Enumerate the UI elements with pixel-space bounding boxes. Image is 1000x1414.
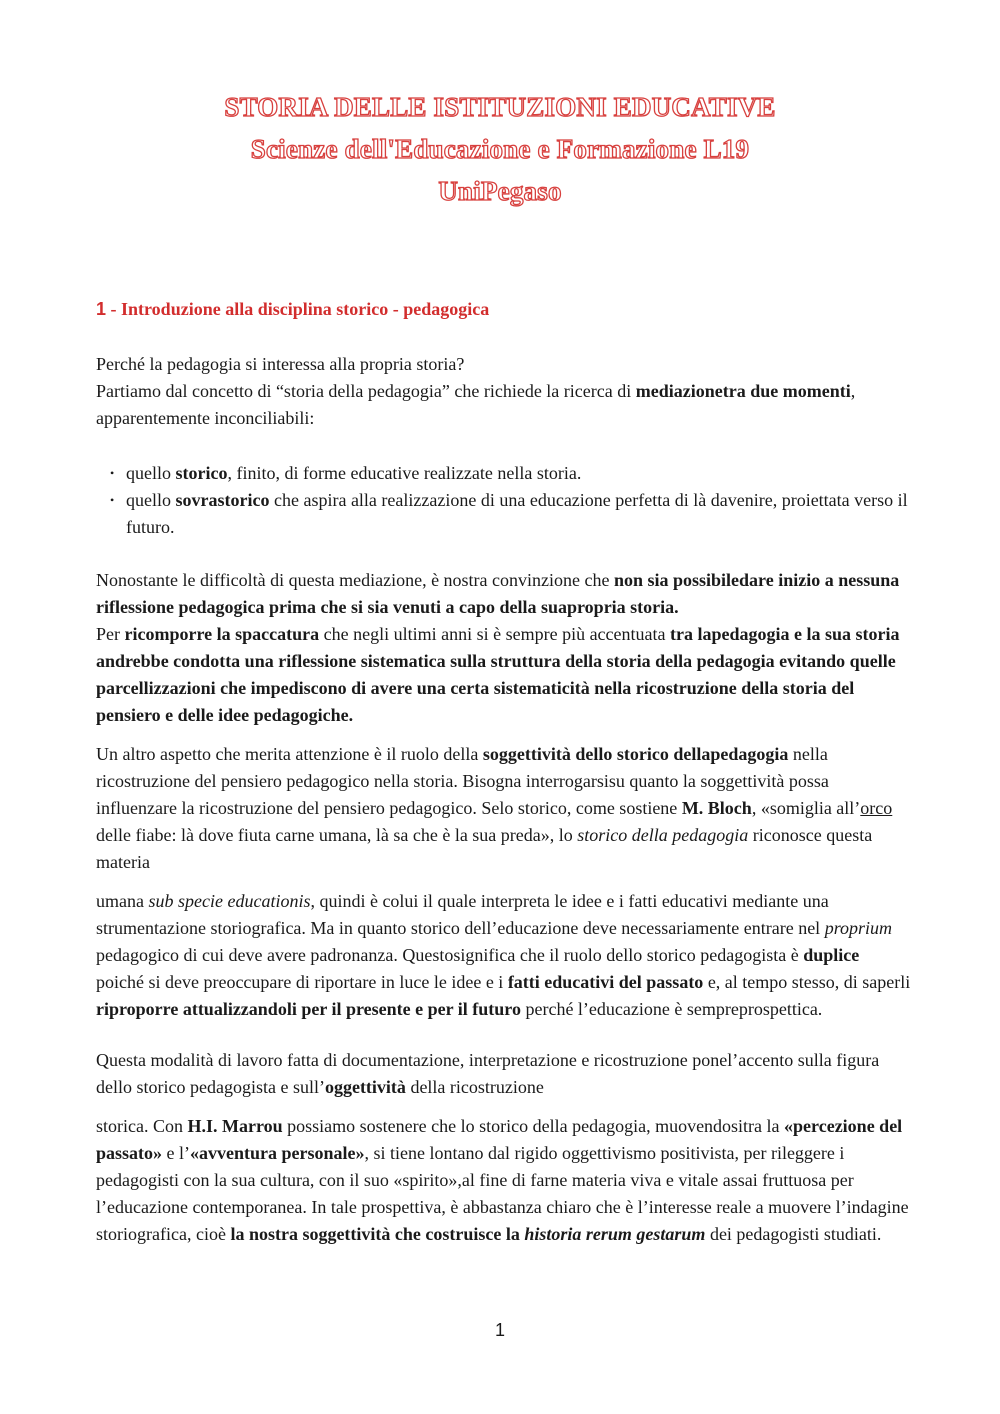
bold-run: H.I. Marrou [187, 1116, 283, 1136]
bullet-icon: • [110, 466, 115, 480]
text-run: delle fiabe: là dove fiuta carne umana, là sa che è la sua preda», lo [96, 825, 578, 845]
bold-run: sovrastorico [175, 490, 270, 510]
text-run: dei pedagogisti studiati. [705, 1224, 882, 1244]
bullet-list [96, 460, 911, 541]
document-title: STORIA DELLE ISTITUZIONI EDUCATIVE [224, 92, 776, 122]
text-run: , finito, di forme educative realizzate nella storia. [227, 463, 582, 483]
paragraph-6 [96, 1113, 911, 1248]
text-run: Per [96, 624, 125, 644]
bold-run: non sia possibiledare inizio a nessuna riflessione pedagogica prima che si sia venuti a capo della suapropria storia. [96, 570, 900, 617]
bold-italic-run: historia rerum gestarum [524, 1224, 706, 1244]
paragraph-2 [96, 567, 911, 621]
text-run: , quindi è colui il quale interpreta le idee e i fatti educativi mediante una strumentazione storiografica. Ma in quanto storico dell’educazione deve necessariamente entrare nel [96, 891, 829, 938]
text-run: che negli ultimi anni si è sempre più accentuata [319, 624, 671, 644]
text-run: della ricostruzione [405, 1077, 544, 1097]
text-run: pedagogico di cui deve avere padronanza. Questosignifica che il ruolo dello storico pedagogista è [96, 945, 804, 965]
bold-run: M. Bloch [681, 798, 752, 818]
bullet-icon: • [110, 493, 115, 507]
text-run: e, al tempo stesso, di saperli [703, 972, 911, 992]
paragraph-5 [96, 1047, 911, 1101]
list-item [96, 487, 911, 541]
document-title-block [0, 86, 1000, 212]
text-run: perché l’educazione è sempreprospettica. [520, 999, 823, 1019]
section-heading-text: - Introduzione alla disciplina storico - pedagogica [106, 299, 490, 319]
bold-run: soggettività dello storico dellapedagogia [482, 744, 789, 764]
paragraph-4 [96, 888, 911, 1023]
text-run: riconosce questa materia [96, 825, 873, 872]
section-heading [96, 296, 911, 323]
bold-run: mediazionetra due momenti [635, 381, 851, 401]
text-run: Questa modalità di lavoro fatta di documentazione, interpretazione e ricostruzione ponel’accento sulla figura dello storico pedagogista e sull’ [96, 1050, 880, 1097]
bold-run: oggettività [324, 1077, 406, 1097]
underlined-run: orco [860, 798, 893, 818]
paragraph-3 [96, 741, 911, 876]
bold-run: duplice [803, 945, 860, 965]
list-item [96, 460, 911, 487]
bold-run: riproporre attualizzandoli per il presente e per il futuro [96, 999, 521, 1019]
italic-run: sub specie educationis [148, 891, 311, 911]
text-run: , apparentemente inconciliabili: [96, 381, 856, 428]
page-number: 1 [494, 1320, 505, 1340]
text-run: , «somiglia all’ [751, 798, 861, 818]
bold-run: «avventura personale» [190, 1143, 365, 1163]
paragraph-1 [96, 378, 911, 432]
italic-run: storico della pedagogia [577, 825, 749, 845]
section-number: 1 [96, 299, 107, 319]
paragraph-2b [96, 621, 911, 729]
text-run: Un altro aspetto che merita attenzione è il ruolo della [96, 744, 483, 764]
bold-run: storico [175, 463, 228, 483]
intro-question: Perché la pedagogia si interessa alla propria storia? [96, 354, 465, 374]
text-run: possiamo sostenere che lo storico della pedagogia, muovendositra la [282, 1116, 785, 1136]
bold-run: ricomporre la spaccatura [124, 624, 320, 644]
text-run: quello [126, 490, 176, 510]
bold-run: tra lapedagogia e la sua storia andrebbe condotta una riflessione sistematica sulla struttura della storia della pedagogia evitando quelle parcellizzazioni che impediscono di avere una certa sistematicità nella ricostruzione della storia del pensiero e delle idee pedagogiche. [96, 624, 900, 725]
text-run: quello [126, 463, 176, 483]
text-run: , si tiene lontano dal rigido oggettivismo positivista, per rileggere i pedagogisti con la sua cultura, con il suo «spirito»,al fine di farne materia viva e vitale assai fruttuosa per l’educazione contemporanea. In tale prospettiva, è abbastanza chiaro che è l’interesse reale a muovere l’indagine storiografica, cioè [96, 1143, 909, 1244]
italic-run: proprium [824, 918, 893, 938]
bold-run: fatti educativi del passato [507, 972, 704, 992]
text-run: storica. Con [96, 1116, 188, 1136]
document-subtitle: Scienze dell'Educazione e Formazione L19 [250, 134, 750, 164]
document-body [96, 296, 911, 1248]
text-run: che aspira alla realizzazione di una educazione perfetta di là davenire, proiettata verso il futuro. [126, 490, 908, 537]
bold-run: la nostra soggettività che costruisce la [230, 1224, 525, 1244]
text-run: Partiamo dal concetto di “storia della pedagogia” che richiede la ricerca di [96, 381, 636, 401]
text-run: poiché si deve preoccupare di riportare in luce le idee e i [96, 972, 508, 992]
text-run: e l’ [162, 1143, 190, 1163]
text-run: umana [96, 891, 149, 911]
text-run: Nonostante le difficoltà di questa mediazione, è nostra convinzione che [96, 570, 614, 590]
text-run: nella ricostruzione del pensiero pedagogico nella storia. Bisogna interrogarsisu quanto la soggettività possa influenzare la ricostruzione del pensiero pedagogico. Selo storico, come sostiene [96, 744, 829, 818]
bold-run: «percezione del passato» [96, 1116, 903, 1163]
document-university: UniPegaso [438, 176, 562, 206]
